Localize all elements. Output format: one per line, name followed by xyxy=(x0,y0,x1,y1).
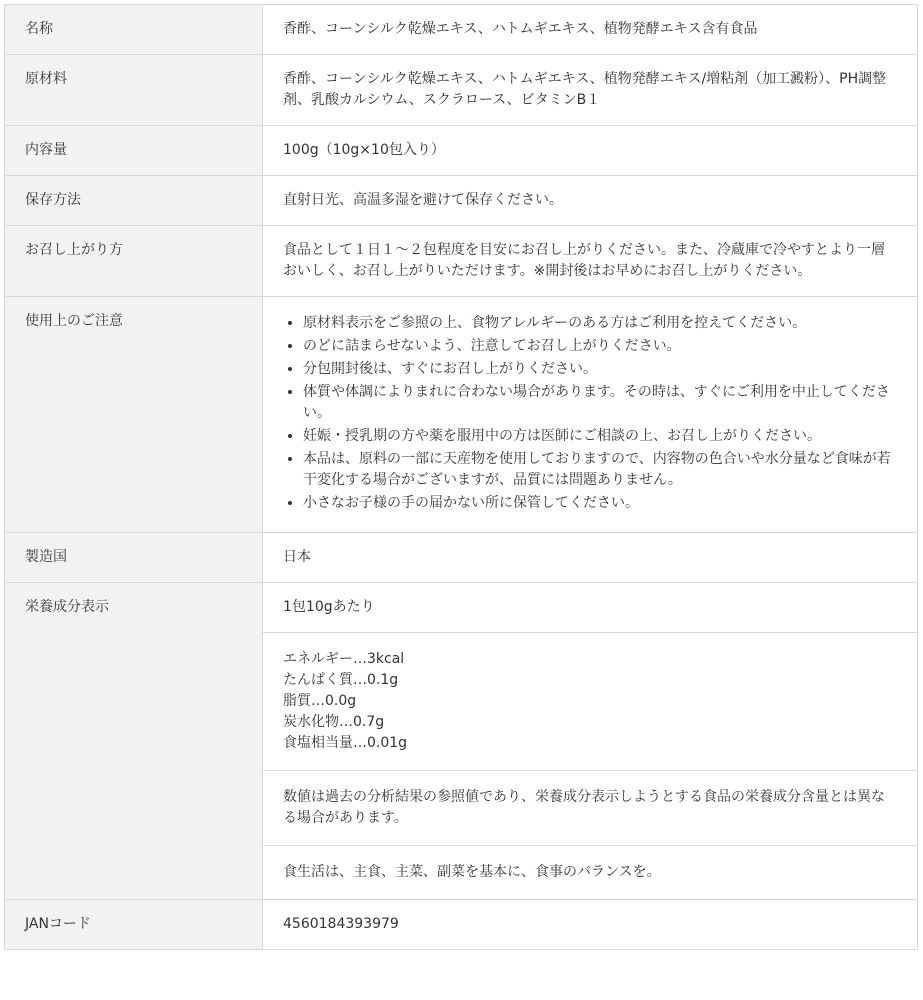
table-row xyxy=(5,297,918,533)
table-row xyxy=(5,226,918,297)
label-nutrition: 栄養成分表示 xyxy=(5,583,263,900)
nutrition-carbohydrate: 炭水化物…0.7g xyxy=(283,714,385,730)
table-row xyxy=(5,583,918,633)
value-name: 香酢、コーンシルク乾燥エキス、ハトムギエキス、植物発酵エキス含有食品 xyxy=(263,5,918,55)
table-row xyxy=(5,176,918,226)
value-nutrition-diet: 食生活は、主食、主菜、副菜を基本に、食事のバランスを。 xyxy=(263,846,918,900)
caution-item: • 本品は、原料の一部に天産物を使用しておりますので、内容物の色合いや水分量など食味が若干変化する場合がございますが、品質には問題ありません。 xyxy=(303,449,895,491)
label-country: 製造国 xyxy=(5,533,263,583)
cautions-list xyxy=(283,313,895,514)
nutrition-salt: 食塩相当量…0.01g xyxy=(283,735,408,751)
value-ingredients: 香酢、コーンシルク乾燥エキス、ハトムギエキス、植物発酵エキス/増粘剤（加工澱粉）、PH調整剤、乳酸カルシウム、スクラロース、ビタミンB１ xyxy=(263,55,918,126)
value-nutrition-facts xyxy=(263,633,918,771)
label-ingredients: 原材料 xyxy=(5,55,263,126)
nutrition-fat: 脂質…0.0g xyxy=(283,693,357,709)
label-name: 名称 xyxy=(5,5,263,55)
caution-item: • のどに詰まらせないよう、注意してお召し上がりください。 xyxy=(303,336,895,357)
value-content: 100g（10g×10包入り） xyxy=(263,126,918,176)
value-country: 日本 xyxy=(263,533,918,583)
caution-item: • 小さなお子様の手の届かない所に保管してください。 xyxy=(303,493,895,514)
table-row xyxy=(5,900,918,950)
caution-item: • 原材料表示をご参照の上、食物アレルギーのある方はご利用を控えてください。 xyxy=(303,313,895,334)
label-storage: 保存方法 xyxy=(5,176,263,226)
value-usage: 食品として１日１〜２包程度を目安にお召し上がりください。また、冷蔵庫で冷やすとより一層おいしく、お召し上がりいただけます。※開封後はお早めにお召し上がりください。 xyxy=(263,226,918,297)
table-row xyxy=(5,533,918,583)
caution-item: • 分包開封後は、すぐにお召し上がりください。 xyxy=(303,359,895,380)
label-usage: お召し上がり方 xyxy=(5,226,263,297)
value-jan: 4560184393979 xyxy=(263,900,918,950)
table-row xyxy=(5,5,918,55)
label-jan: JANコード xyxy=(5,900,263,950)
caution-item: • 妊娠・授乳期の方や薬を服用中の方は医師にご相談の上、お召し上がりください。 xyxy=(303,426,895,447)
value-nutrition-note: 数値は過去の分析結果の参照値であり、栄養成分表示しようとする食品の栄養成分含量とは異なる場合があります。 xyxy=(263,771,918,846)
nutrition-protein: たんぱく質…0.1g xyxy=(283,672,399,688)
label-content: 内容量 xyxy=(5,126,263,176)
value-nutrition-per: 1包10gあたり xyxy=(263,583,918,633)
nutrition-energy: エネルギー…3kcal xyxy=(283,651,405,667)
value-storage: 直射日光、高温多湿を避けて保存ください。 xyxy=(263,176,918,226)
product-spec-table xyxy=(4,4,918,950)
value-cautions xyxy=(263,297,918,533)
table-row xyxy=(5,55,918,126)
table-row xyxy=(5,126,918,176)
caution-item: • 体質や体調によりまれに合わない場合があります。その時は、すぐにご利用を中止してください。 xyxy=(303,382,895,424)
label-cautions: 使用上のご注意 xyxy=(5,297,263,533)
